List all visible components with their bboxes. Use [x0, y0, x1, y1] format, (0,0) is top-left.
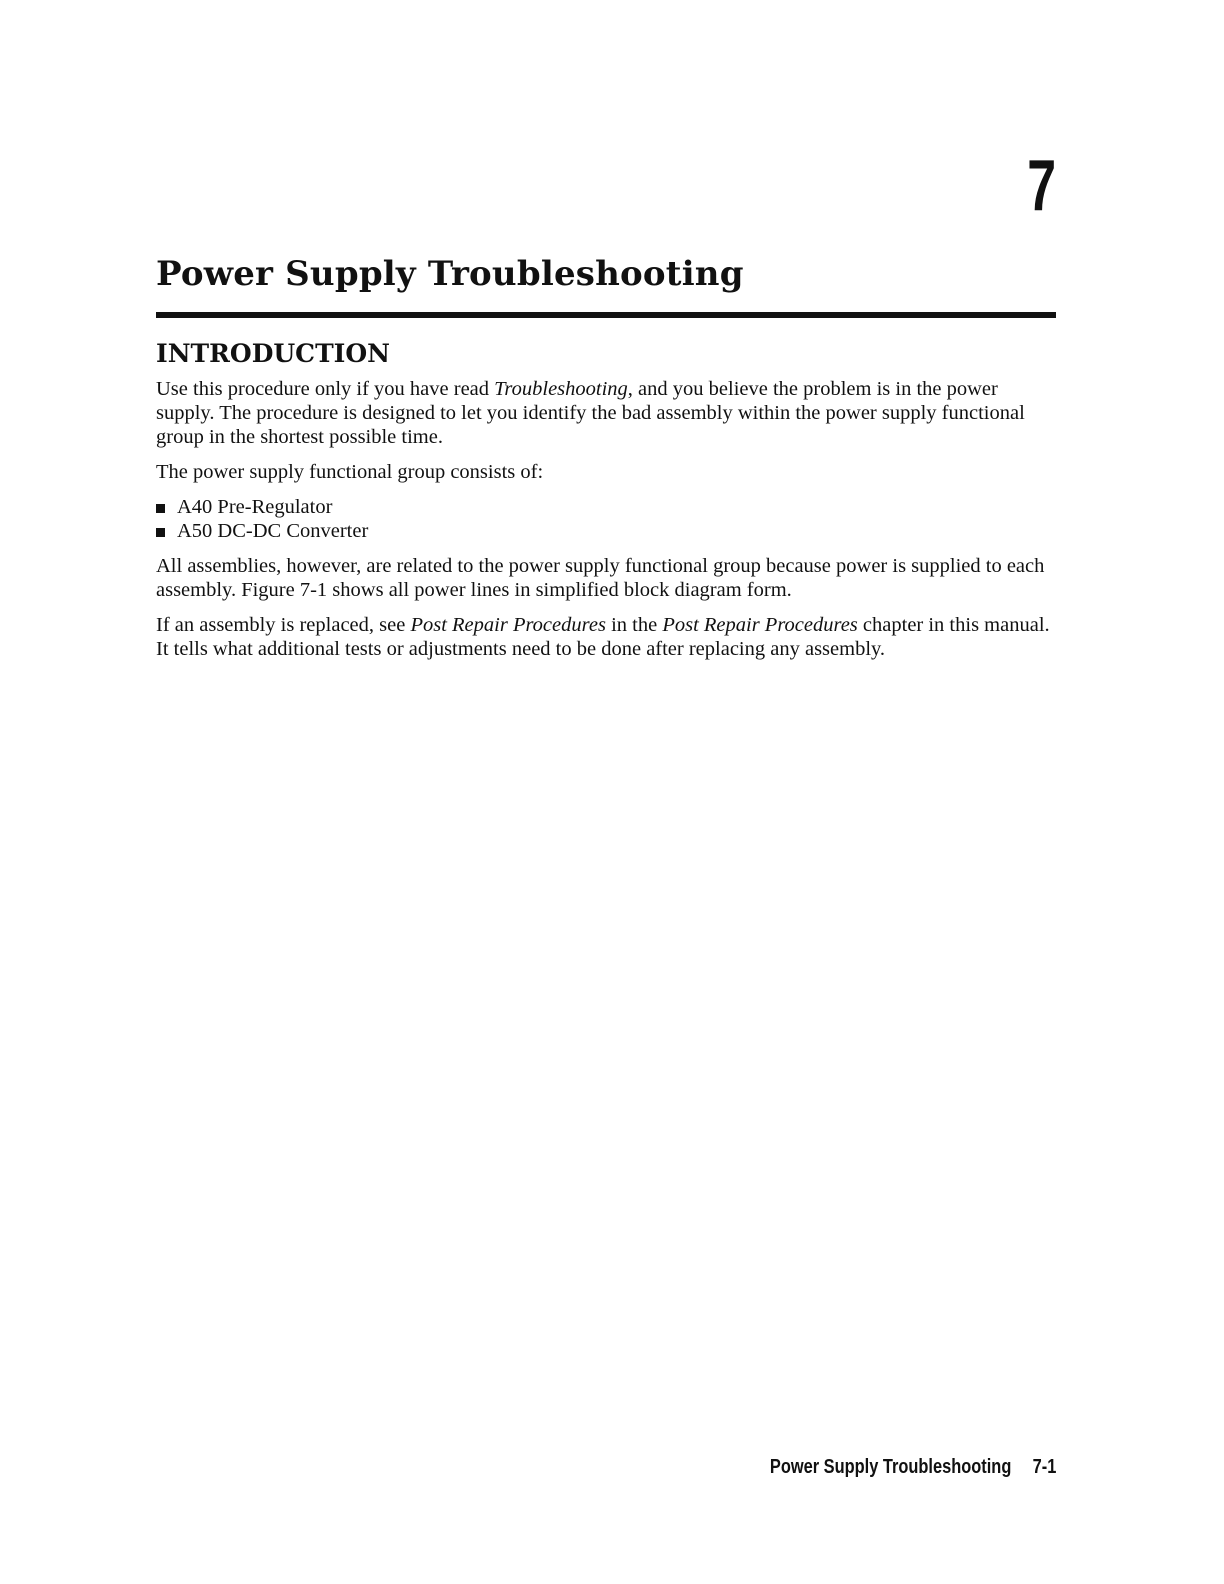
post-repair-reference: Post Repair Procedures	[410, 614, 606, 637]
group-lead-paragraph: The power supply functional group consists of:	[156, 461, 544, 484]
bullet-square-icon	[156, 504, 165, 513]
list-item	[156, 495, 1056, 519]
list-item-label: A50 DC-DC Converter	[177, 520, 369, 543]
assemblies-paragraph: All assemblies, however, are related to the power supply functional group because power is supplied to each assembly. Figure 7-1 shows all power lines in simplified block diagram form.	[156, 555, 1045, 602]
list-item	[156, 519, 1056, 543]
list-item-label: A40 Pre-Regulator	[177, 496, 333, 519]
intro-text-start: Use this procedure only if you have read	[156, 378, 495, 401]
main-content	[156, 338, 1056, 672]
replacement-paragraph	[156, 613, 1056, 661]
chapter-number: 7	[1027, 146, 1056, 226]
footer-page-number: 7-1	[1032, 1456, 1056, 1478]
intro-paragraph	[156, 377, 1056, 449]
replacement-text-middle: in the	[605, 614, 663, 637]
assembly-list	[156, 495, 1056, 543]
title-rule	[156, 312, 1056, 318]
post-repair-chapter-reference: Post Repair Procedures	[662, 614, 858, 637]
troubleshooting-reference: Troubleshooting	[494, 378, 628, 401]
bullet-square-icon	[156, 528, 165, 537]
footer-title: Power Supply Troubleshooting	[769, 1456, 1011, 1478]
intro-text-end: , and you believe the problem is in the power supply. The procedure is designed to let you identify the bad assembly within the power supply functional group in the shortest possible time.	[156, 378, 1025, 449]
chapter-title: Power Supply Troubleshooting	[156, 254, 744, 294]
replacement-text-end: chapter in this manual. It tells what additional tests or adjustments need to be done after replacing any assembly.	[156, 614, 1050, 661]
page-footer	[770, 1457, 1056, 1477]
section-heading: INTRODUCTION	[156, 339, 391, 368]
replacement-text-start: If an assembly is replaced, see	[156, 614, 411, 637]
